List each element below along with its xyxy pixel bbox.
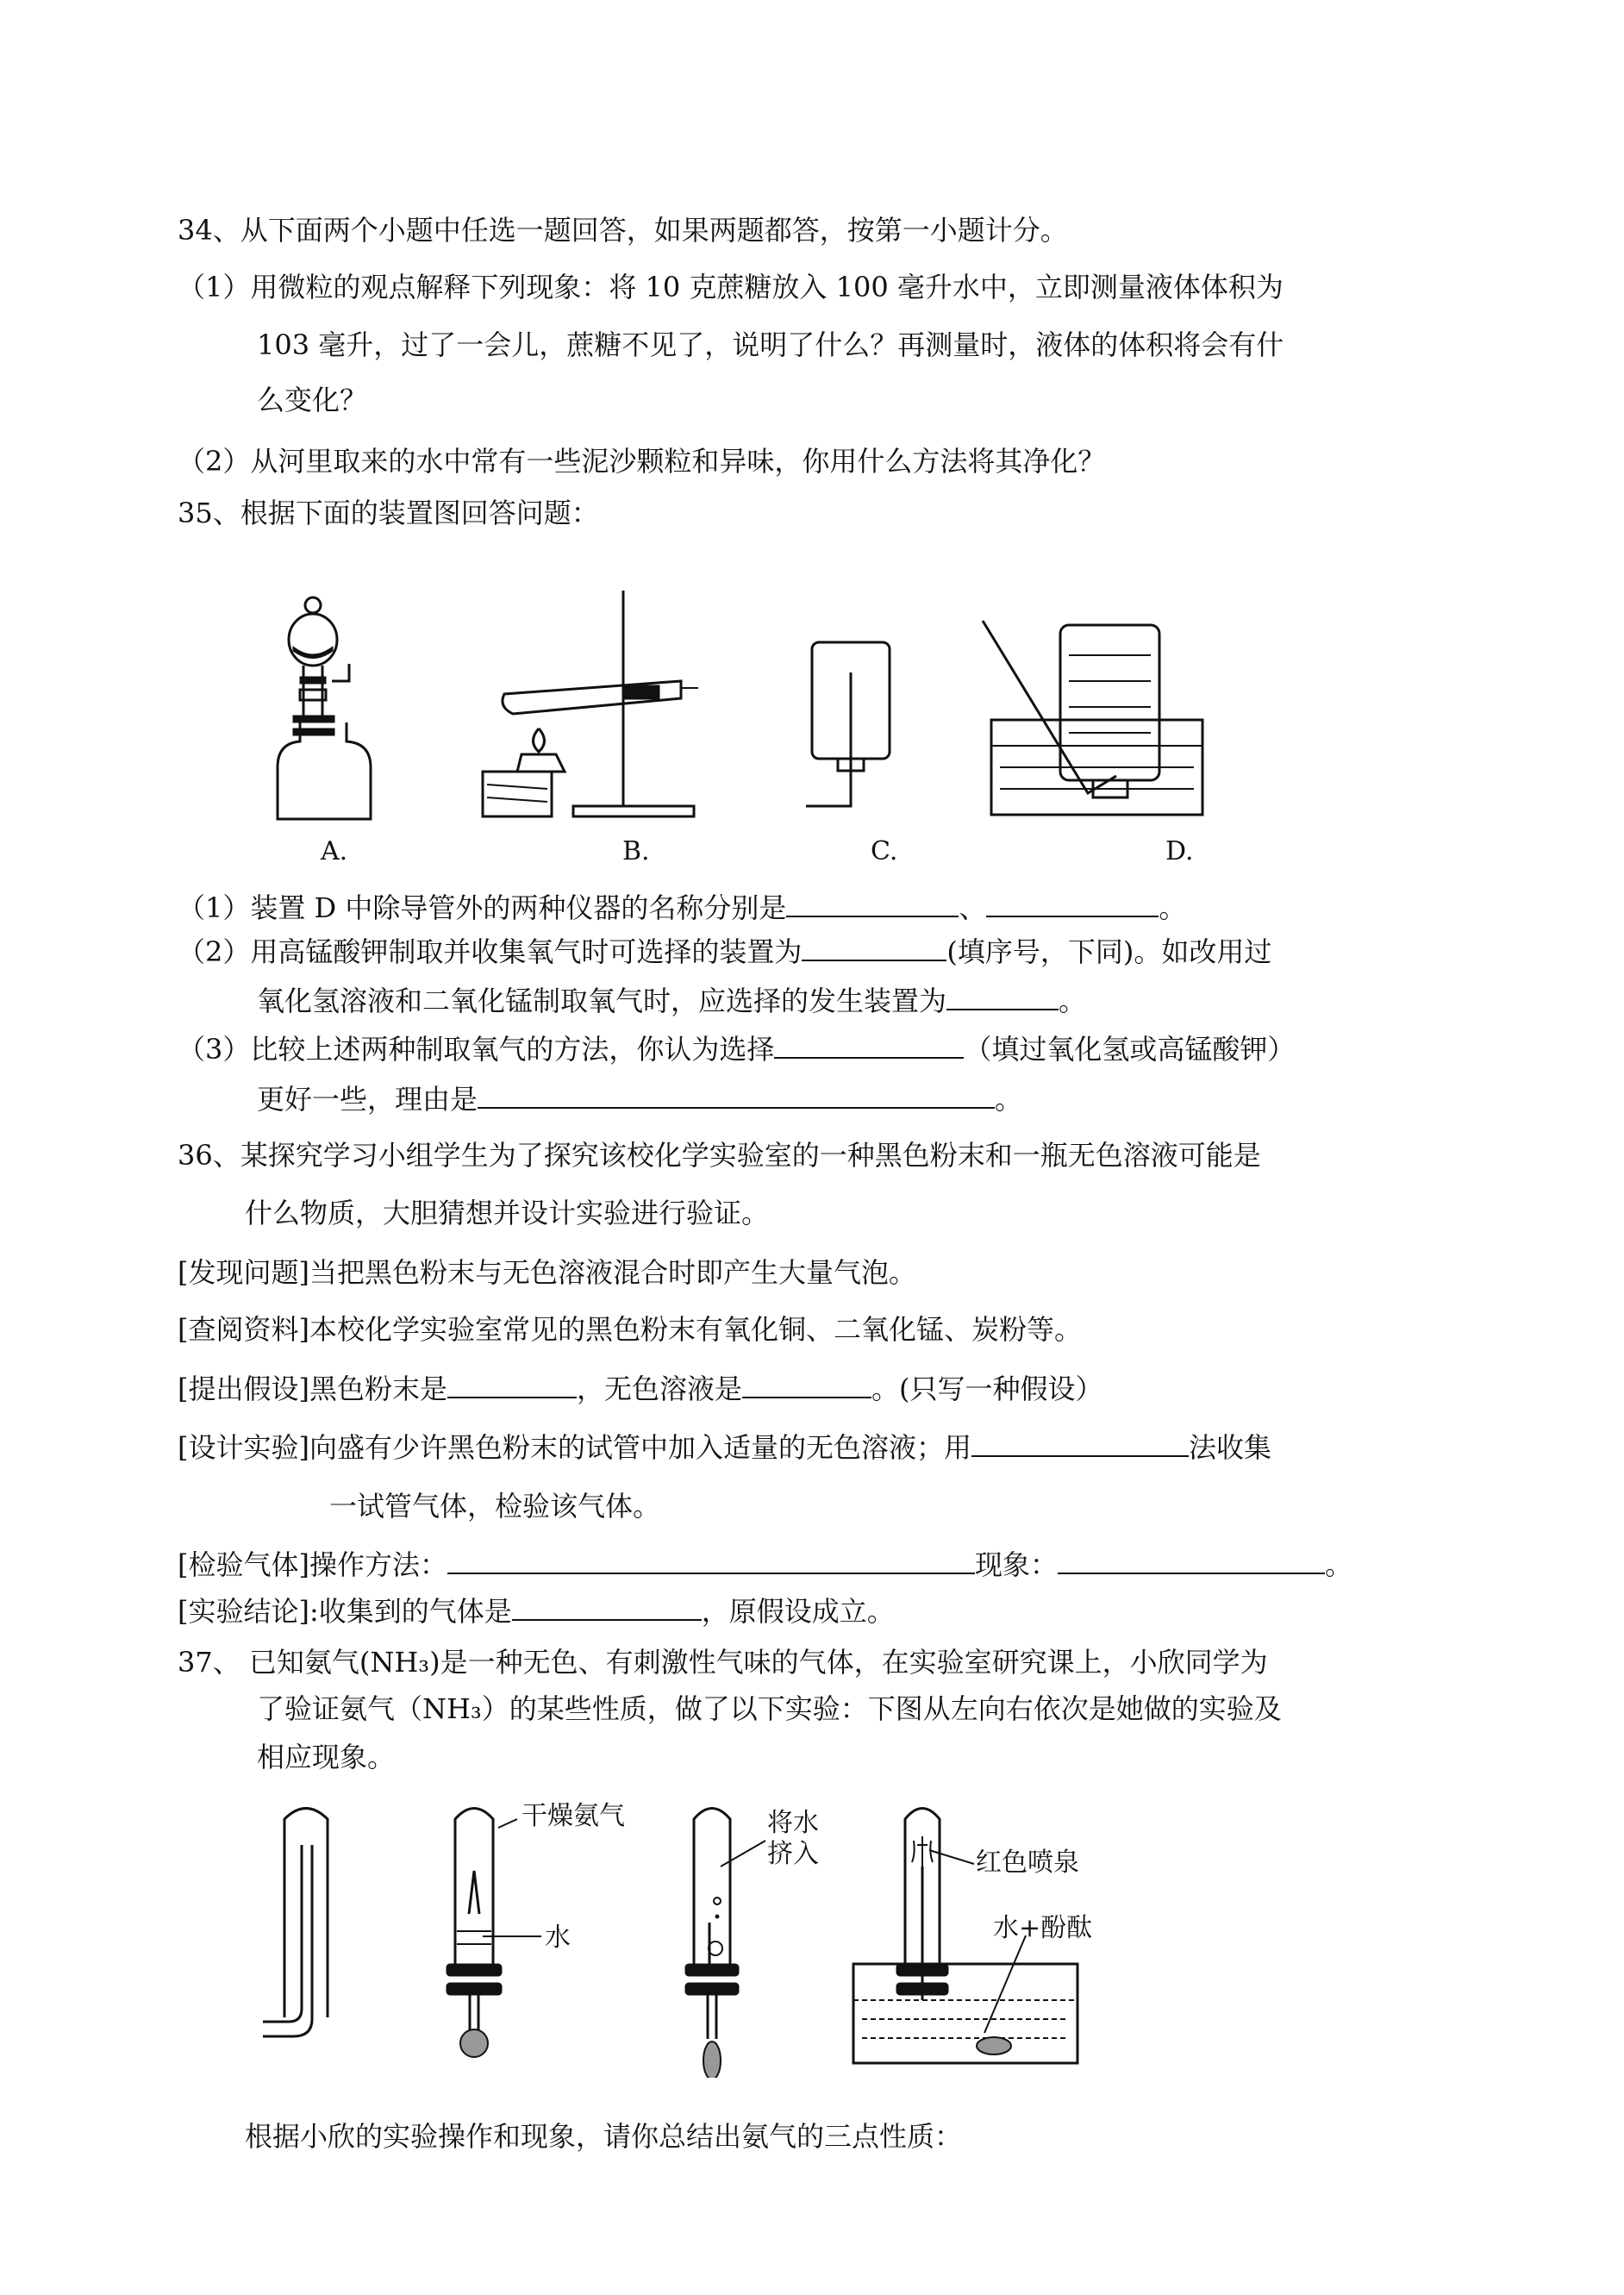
tube-collecting [263,1809,328,2037]
tube-dry-ammonia [447,1809,541,2058]
apparatus-d [983,621,1202,815]
q34-part1-line1: （1）用微粒的观点解释下列现象：将 10 克蔗糖放入 100 毫升水中，立即测量液体体积为 [178,271,1284,303]
tube-squeeze-water [685,1809,765,2079]
q36-title-line1: 36、某探究学习小组学生为了探究该校化学实验室的一种黑色粉末和一瓶无色溶液可能是 [178,1139,1261,1172]
answer-blank[interactable] [447,1547,975,1574]
label-b: B. [622,836,650,866]
label-c: C. [871,836,898,866]
label-water-phenolphthalein: 水+酚酞 [993,1913,1093,1943]
label-red-fountain: 红色喷泉 [976,1848,1079,1878]
q37-summary: 根据小欣的实验操作和现象，请你总结出氨气的三点性质： [245,2120,963,2153]
q35-sub2-line2: 氧化氢溶液和二氧化锰制取氧气时，应选择的发生装置为 。 [257,985,1087,1017]
answer-blank[interactable] [512,1593,702,1621]
q36-consult: [查阅资料]本校化学实验室常见的黑色粉末有氧化铜、二氧化锰、炭粉等。 [178,1313,1082,1346]
answer-blank[interactable] [478,1081,995,1109]
q36-design-line1: [设计实验]向盛有少许黑色粉末的试管中加入适量的无色溶液；用 法收集 [178,1431,1271,1464]
q36-find-problem: [发现问题]当把黑色粉末与无色溶液混合时即产生大量气泡。 [178,1256,916,1289]
answer-blank[interactable] [946,983,1059,1010]
answer-blank[interactable] [986,890,1159,917]
q36-hypothesis: [提出假设]黑色粉末是 ，无色溶液是 。(只写一种假设） [178,1373,1103,1405]
answer-blank[interactable] [802,934,946,961]
q37-line1: 37、 已知氨气(NH₃)是一种无色、有刺激性气味的气体，在实验室研究课上，小欣同学为 [178,1646,1268,1679]
label-d: D. [1165,836,1194,866]
q35-sub2-line1: （2）用高锰酸钾制取并收集氧气时可选择的装置为 (填序号，下同)。如改用过 [178,935,1272,968]
q37-line3: 相应现象。 [257,1741,396,1773]
answer-blank[interactable] [447,1371,577,1398]
answer-blank[interactable] [774,1031,964,1059]
label-squeeze-2: 挤入 [767,1839,819,1869]
q35-sub3-line2: 更好一些，理由是 。 [257,1083,1023,1116]
answer-blank[interactable] [971,1429,1189,1457]
q35-sub3-line1: （3）比较上述两种制取氧气的方法，你认为选择 （填过氧化氢或高锰酸钾） [178,1033,1296,1066]
label-squeeze-1: 将水 [767,1808,819,1838]
apparatus-figure [0,560,1624,871]
label-water: 水 [545,1923,571,1953]
label-a: A. [321,836,348,866]
apparatus-c [806,642,890,806]
q35-sub1: （1）装置 D 中除导管外的两种仪器的名称分别是 、 。 [178,891,1187,924]
answer-blank[interactable] [1058,1547,1325,1574]
q34-title: 34、从下面两个小题中任选一题回答，如果两题都答，按第一小题计分。 [178,214,1068,247]
answer-blank[interactable] [742,1371,871,1398]
q35-title: 35、根据下面的装置图回答问题： [178,497,599,529]
q36-design-line2: 一试管气体，检验该气体。 [329,1490,661,1523]
q36-test: [检验气体]操作方法： 现象： 。 [178,1548,1353,1581]
apparatus-b [483,591,698,816]
q37-line2: 了验证氨气（NH₃）的某些性质，做了以下实验：下图从左向右依次是她做的实验及 [257,1692,1282,1725]
q34-part1-line3: 么变化？ [257,384,368,416]
q34-part1-line2: 103 毫升，过了一会儿，蔗糖不见了，说明了什么？再测量时，液体的体积将会有什 [257,328,1284,361]
q36-conclusion: [实验结论]:收集到的气体是 ，原假设成立。 [178,1595,895,1628]
answer-blank[interactable] [786,890,959,917]
q34-part2: （2）从河里取来的水中常有一些泥沙颗粒和异味，你用什么方法将其净化？ [178,445,1106,478]
apparatus-a [278,597,371,819]
label-dry-ammonia: 干燥氨气 [522,1801,625,1831]
q36-title-line2: 什么物质，大胆猜想并设计实验进行验证。 [245,1197,770,1229]
